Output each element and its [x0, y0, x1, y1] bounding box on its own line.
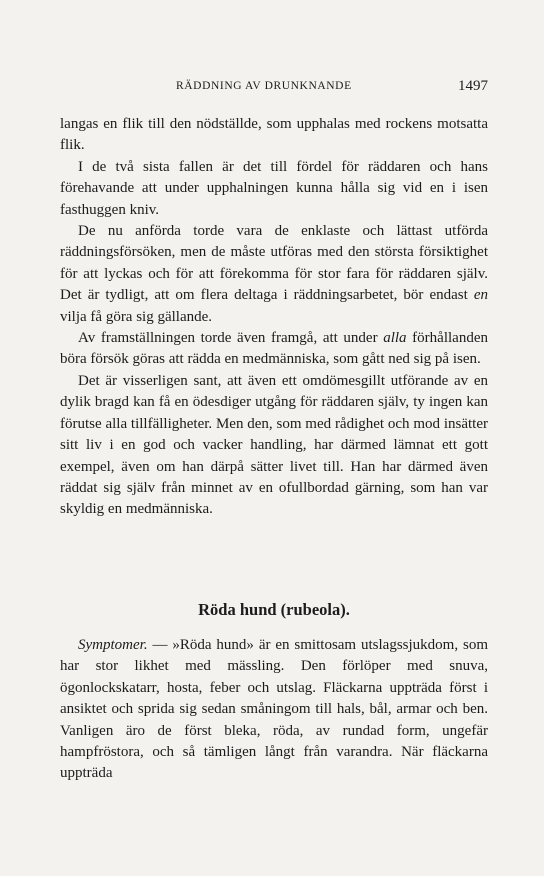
section-label: Symptomer. [78, 637, 148, 653]
paragraph-text: Av framställningen torde även framgå, att under [78, 330, 384, 347]
paragraph: Det är visserligen sant, att även ett omdömesgillt utförande av en dylik bragd kan få en ödesdiger utgång för räddaren själv, ty ingen kan förutse alla tillfälligheter. Men den, som med rådighet och mod insätter sitt liv i en god och vacker handling, har därmed lämnat ett gott exempel, även om han därpå sätter livet till. Han har därmed även räddat sig själv från minnet av en ofullbordad gärning, som han var skyldig en medmänniska. [60, 372, 488, 518]
body-text [60, 114, 488, 521]
page-number: 1497 [458, 78, 488, 94]
running-head: RÄDDNING AV DRUNKNANDE [176, 80, 352, 92]
paragraph [60, 635, 488, 785]
paragraph: langas en flik till den nödställde, som upphalas med rockens motsatta flik. [60, 116, 488, 154]
paragraph: I de två sista fallen är det till fördel för räddaren och hans förehavande att under upphalningen kunna hålla sig vid en i isen fasthuggen kniv. [60, 158, 488, 218]
paragraph-text: — »Röda hund» är en smittosam utslagssjukdom, som har stor likhet med mässling. Den förlöper med snuva, ögonlockskatarr, hosta, feber och utslag. Fläckarna uppträda först i ansiktet och sprida sig sedan småningom till hals, bål, armar och ben. Vanligen äro de först bleka, röda, av rundad form, ungefär hampfröstora, och så tämligen långt från varandra. När fläckarna uppträda [60, 637, 488, 782]
paragraph-text: vilja få göra sig gällande. [60, 308, 213, 325]
emphasis: alla [383, 330, 407, 347]
section-title: Röda hund (rubeola). [198, 600, 350, 619]
paragraph [60, 328, 488, 371]
section-text [60, 635, 488, 785]
paragraph-text: De nu anförda torde vara de enklaste och lättast utförda räddningsförsöken, men de måste utföras med den största försiktighet för att lyckas och för att förekomma för stor fara för räddaren själv. Det är tydligt, att om flera deltaga i räddningsarbetet, bör endast [60, 223, 488, 304]
emphasis: en [473, 287, 488, 304]
paragraph [60, 221, 488, 328]
page-header [60, 78, 488, 100]
paragraph-text: förhållanden böra försök göras att rädda en medmänniska, som gått ned sig på isen. [60, 330, 488, 368]
